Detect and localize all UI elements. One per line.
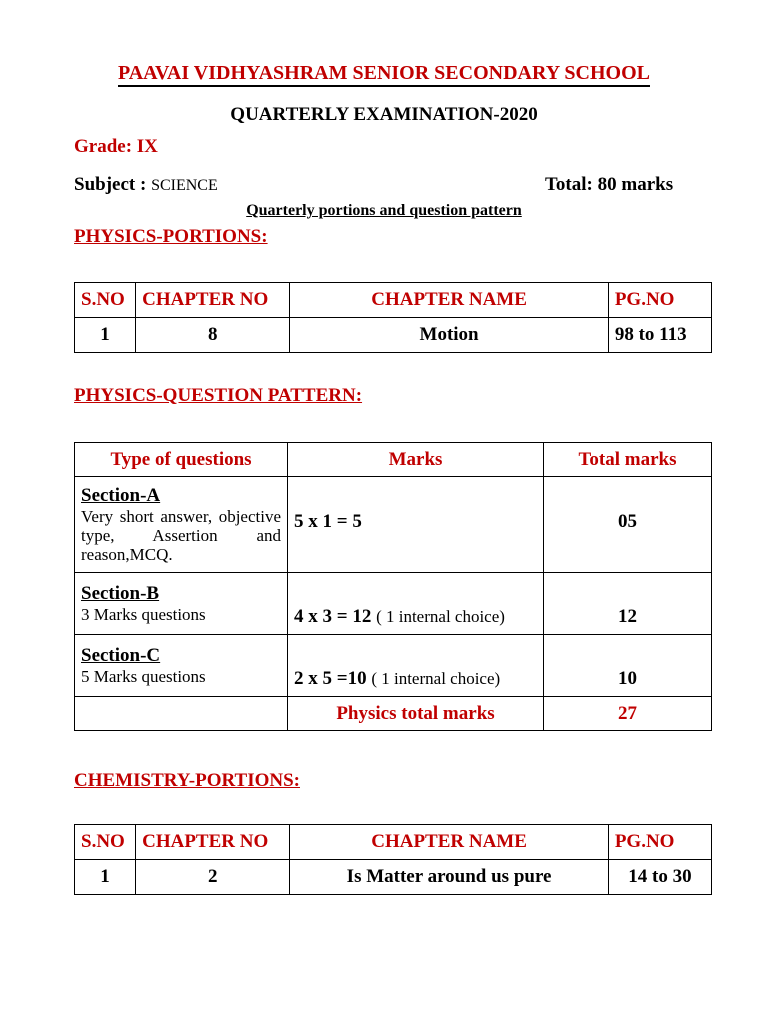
- table-row: [75, 318, 712, 353]
- col-marks: Marks: [288, 443, 544, 477]
- physics-portions-heading: PHYSICS-PORTIONS:: [74, 226, 268, 247]
- physics-pattern-table: [74, 442, 712, 731]
- section-b-desc: 3 Marks questions: [81, 605, 206, 624]
- table-header-row: [75, 283, 712, 318]
- section-c-cell: [75, 635, 288, 697]
- section-b-total: 12: [544, 573, 712, 635]
- subject-value: SCIENCE: [151, 177, 218, 194]
- subject-line: [74, 174, 218, 196]
- table-row: [75, 477, 712, 573]
- chemistry-portions-table: [74, 824, 712, 895]
- chemistry-portions-heading: CHEMISTRY-PORTIONS:: [74, 770, 300, 791]
- grade-label: Grade: IX: [74, 136, 158, 157]
- subtitle: Quarterly portions and question pattern: [246, 202, 522, 219]
- table-header-row: [75, 443, 712, 477]
- section-a-cell: [75, 477, 288, 573]
- school-name: PAAVAI VIDHYASHRAM SENIOR SECONDARY SCHOOL: [0, 62, 768, 85]
- cell-chapter-name: Motion: [290, 318, 609, 353]
- cell-pgno: 14 to 30: [608, 860, 711, 895]
- cell-chapter-no: 8: [136, 318, 290, 353]
- exam-title: QUARTERLY EXAMINATION-2020: [230, 104, 538, 125]
- col-total: Total marks: [544, 443, 712, 477]
- section-c-name: Section-C: [81, 645, 161, 666]
- section-b-cell: [75, 573, 288, 635]
- empty-cell: [75, 697, 288, 731]
- col-chapter-no: CHAPTER NO: [136, 825, 290, 860]
- cell-pgno: 98 to 113: [608, 318, 711, 353]
- table-row: [75, 860, 712, 895]
- col-chapter-no: CHAPTER NO: [136, 283, 290, 318]
- total-row: [75, 697, 712, 731]
- table-header-row: [75, 825, 712, 860]
- section-b-name: Section-B: [81, 583, 160, 604]
- section-a-marks: 5 x 1 = 5: [288, 477, 544, 573]
- section-c-total: 10: [544, 635, 712, 697]
- col-sno: S.NO: [75, 283, 136, 318]
- cell-chapter-no: 2: [136, 860, 290, 895]
- cell-sno: 1: [75, 318, 136, 353]
- section-c-marks: 2 x 5 =10 ( 1 internal choice): [288, 635, 544, 697]
- col-chapter-name: CHAPTER NAME: [290, 825, 609, 860]
- physics-pattern-heading: PHYSICS-QUESTION PATTERN:: [74, 385, 363, 406]
- subject-label: Subject :: [74, 174, 147, 195]
- col-pgno: PG.NO: [608, 283, 711, 318]
- cell-sno: 1: [75, 860, 136, 895]
- col-type: Type of questions: [75, 443, 288, 477]
- table-row: [75, 573, 712, 635]
- total-marks: Total: 80 marks: [545, 174, 674, 195]
- physics-portions-table: [74, 282, 712, 353]
- section-a-total: 05: [544, 477, 712, 573]
- cell-chapter-name: Is Matter around us pure: [290, 860, 609, 895]
- col-sno: S.NO: [75, 825, 136, 860]
- section-a-name: Section-A: [81, 485, 161, 506]
- col-chapter-name: CHAPTER NAME: [290, 283, 609, 318]
- physics-total-label: Physics total marks: [288, 697, 544, 731]
- physics-total-value: 27: [544, 697, 712, 731]
- table-row: [75, 635, 712, 697]
- section-a-desc: Very short answer, objective type, Assertion and reason,MCQ.: [81, 507, 281, 564]
- section-c-desc: 5 Marks questions: [81, 667, 206, 686]
- section-b-marks: 4 x 3 = 12 ( 1 internal choice): [288, 573, 544, 635]
- col-pgno: PG.NO: [608, 825, 711, 860]
